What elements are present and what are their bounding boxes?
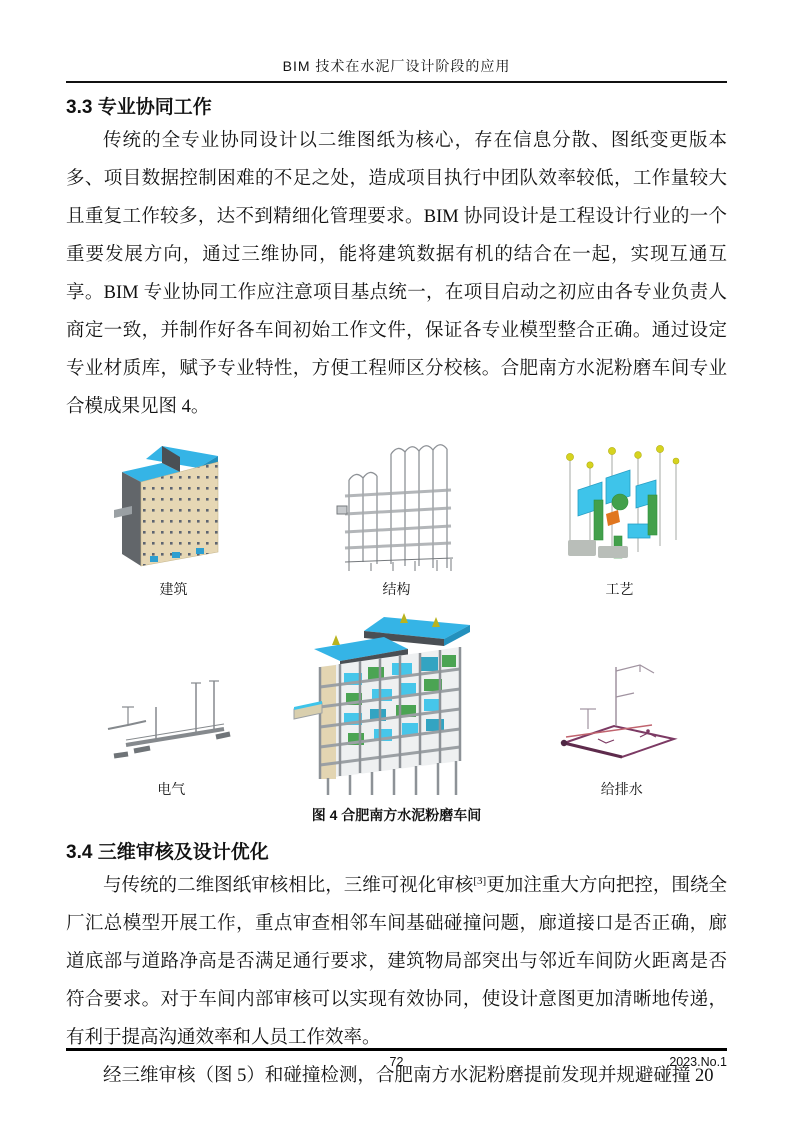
plumbing-model <box>516 647 727 799</box>
architecture-model-label: 建筑 <box>159 583 188 598</box>
paragraph-text: 更加注重大方向把控，围绕全厂汇总模型开展工作，重点审查相邻车间基础碰撞问题，廊道接口是否正确，廊道底部与道路净高是否满足通行要求，建筑物局部突出与邻近车间防火距离是否符合要求。对于车间内部审核可以实现有效协同，使设计意图更加清晰地传递，有利于提高沟通效率和人员工作效率。 <box>66 876 727 1048</box>
section-3-3-heading: 3.3 专业协同工作 <box>66 97 212 118</box>
section-3-3-paragraph: 传统的全专业协同设计以二维图纸为核心，存在信息分散、图纸变更版本多、项目数据控制困难的不足之处，造成项目执行中团队效率较低，工作量较大且重复工作较多，达不到精细化管理要求。BIM 协同设计是工程设计行业的一个重要发展方向，通过三维协同，能将建筑数据有机的结合在一起，实现互通互享。BIM 专业协同工作应注意项目基点统一，在项目启动之初应由各专业负责人商定一致，并制作好各车间初始工作文件，保证各专业模型整合正确。通过设定专业材质库，赋予专业特性，方便工程师区分校核。合肥南方水泥粉磨车间专业合模成果见图 4。 <box>66 131 727 417</box>
plumbing-model-label: 给排水 <box>600 783 643 798</box>
process-model <box>512 440 727 599</box>
paragraph-text: 与传统的二维图纸审核相比，三维可视化审核 <box>103 876 474 896</box>
journal-issue: 2023.No.1 <box>669 1055 727 1069</box>
plumbing-model-image <box>552 647 692 775</box>
header-divider-line <box>66 81 727 83</box>
process-model-label: 工艺 <box>605 583 634 598</box>
structure-model-label: 结构 <box>382 583 411 598</box>
structure-model-image <box>331 440 463 575</box>
electrical-model-label: 电气 <box>157 783 186 798</box>
section-3-4-heading: 3.4 三维审核及设计优化 <box>66 842 269 863</box>
figure-4-caption: 图 4 合肥南方水泥粉磨车间 <box>311 807 482 823</box>
page-footer <box>66 1048 727 1069</box>
electrical-model-image <box>96 663 246 775</box>
combined-model <box>277 611 517 799</box>
architecture-model <box>66 440 281 599</box>
process-model-image <box>550 440 690 575</box>
figure-4 <box>66 440 727 825</box>
architecture-model-image <box>114 440 234 575</box>
page-number: 72 <box>389 1055 404 1069</box>
section-3-4-paragraph-2: 经三维审核（图 5）和碰撞检测，合肥南方水泥粉磨提前发现并规避碰撞 20 <box>103 1066 714 1086</box>
combined-model-image <box>292 611 502 799</box>
structure-model <box>289 440 504 599</box>
running-header-title: BIM 技术在水泥厂设计阶段的应用 <box>282 58 511 74</box>
figure-4-row-1 <box>66 440 727 599</box>
citation-ref-3: [3] <box>473 874 487 887</box>
electrical-model <box>66 663 277 799</box>
section-3-4-paragraph-1 <box>66 867 727 1057</box>
figure-4-row-2 <box>66 611 727 799</box>
